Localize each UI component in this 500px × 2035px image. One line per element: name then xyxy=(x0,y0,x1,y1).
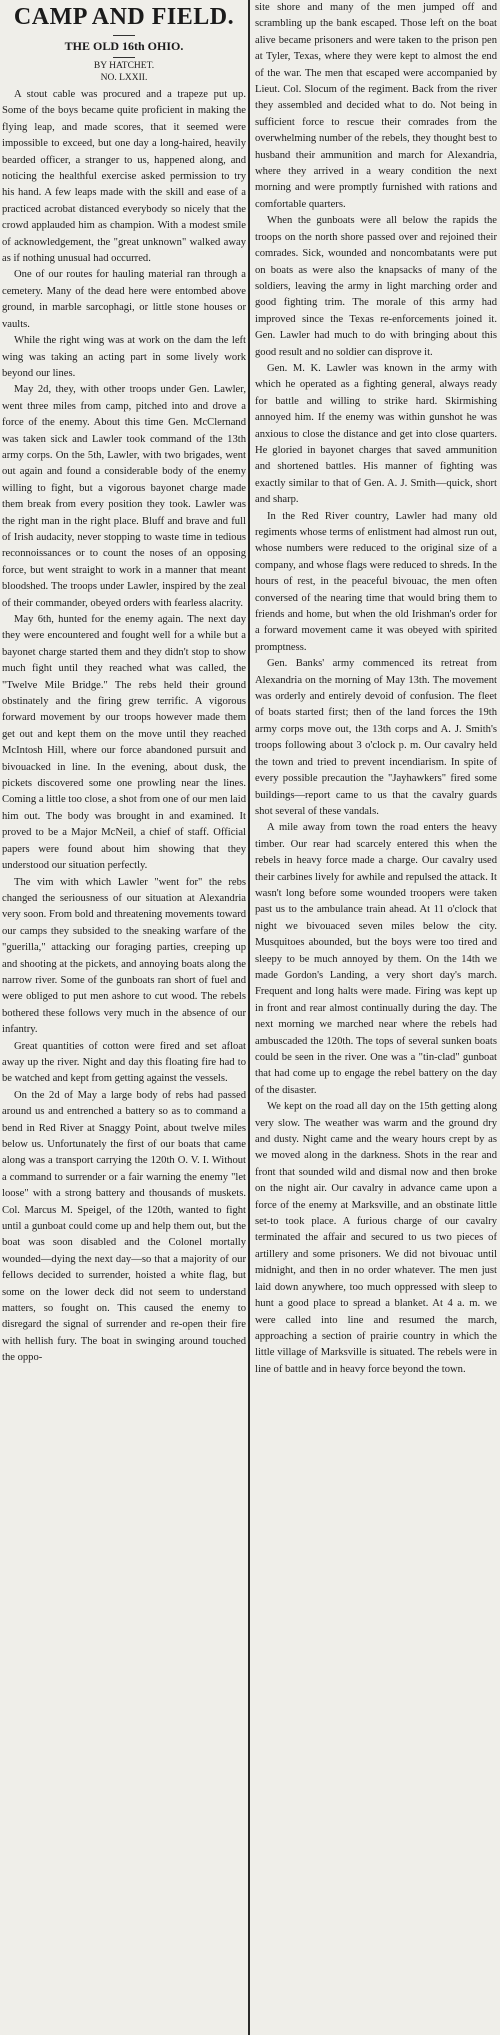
article-number: NO. LXXII. xyxy=(100,73,148,83)
right-paragraph: Gen. M. K. Lawler was known in the army with which he operated as a fighting general, always ready for battle and willing to strike hard. Skirmishing annoyed him. If the enemy was within gunshot he was anxious to close the distance and get into close quarters. He gloried in bayonet charges that saved ammunition and shortened battles. His manner of fighting was exactly similar to that of Gen. A. J. Smith—quick, short and sharp. xyxy=(255,362,497,506)
left-paragraph: A stout cable was procured and a trapeze put up. Some of the boys became quite proficient in making the flying leap, and made scores, that it seemed were impossible to exceed, but one day a long-haired, heavily bearded officer, a stranger to us, happened along, and noticing the healthful exercise asked permission to try his hand. A few leaps made with the skill and ease of a practiced acrobat distanced everybody so nicely that the crowd applauded him as champion. With a modest smile of acknowledgement, the "great unknown" walked away as if nothing unusual had occurred. xyxy=(2,89,246,265)
headline-rule xyxy=(113,35,135,36)
article-headline: CAMP AND FIELD. xyxy=(13,4,235,30)
article-byline: BY HATCHET. xyxy=(93,61,155,71)
article-subhead: THE OLD 16th OHIO. xyxy=(64,39,184,53)
left-paragraph: The vim with which Lawler "went for" the rebs changed the seriousness of our situation at Alexandria very soon. From bold and threatening movements toward our camps they subsided to the sneaking warfare of the "guerilla," attacking our foraging parties, creeping up and shooting at the pickets, and annoying boats along the narrow river. Some of the gunboats ran short of fuel and were obliged to put men ashore to cut wood. The rebels bothered these follows very much in the absence of our infantry. xyxy=(2,876,246,1036)
left-paragraph: While the right wing was at work on the dam the left wing was taking an acting part in some lively work beyond our lines. xyxy=(2,335,246,379)
right-paragraph: Gen. Banks' army commenced its retreat from Alexandria on the morning of May 13th. The movement was orderly and entirely devoid of confusion. The fleet of boats started first; then of the land forces the 19th army corps move out, the 13th corps and A. J. Smith's troops following about 3 o'clock p. m. Our cavalry held the town and tried to prevent incendiarism. In spite of every possible precaution the "Jayhawkers" fired some buildings—report came to us that the cavalry guards shot several of these vandals. xyxy=(255,658,497,817)
right-paragraph: In the Red River country, Lawler had many old regiments whose terms of enlistment had almost run out, whose numbers were reduced to the original size of a company, and whose flags were reduced to shreds. In the hours of rest, in the peaceful bivouac, the men often conversed of the nearing time that would bring them to friends and home, but when the old Irishman's order for a forward movement came it was obeyed with spirited promptness. xyxy=(255,510,497,653)
left-paragraph: One of our routes for hauling material ran through a cemetery. Many of the dead here were entombed above ground, in marble sarcophagi, or little stone houses or vaults. xyxy=(2,269,246,330)
column-divider xyxy=(248,0,250,2035)
left-paragraph: May 2d, they, with other troops under Gen. Lawler, went three miles from camp, pitched into and drove a force of the enemy. About this time Gen. McClernand was taken sick and Lawler took command of the 13th army corps. On the 5th, Lawler, with two brigades, went out again and found a considerable body of the enemy willing to fight, but a vigorous bayonet charge made them break from every position they took. Lawler was the right man in the right place. Bluff and brave and full of Irish audacity, never stopping to waste time in tedious reconnoissances or to count the noses of an opposing force, but went straight to work in a manner that meant bloodshed. The troops under Lawler, inspired by the zeal of their commander, obeyed orders with fearless alacrity. xyxy=(2,384,246,609)
right-paragraph: site shore and many of the men jumped off and scrambling up the bank escaped. Those left on the boat alive became prisoners and were taken to the prison pen at Tyler, Texas, where they were kept to almost the end of the war. The men that escaped were accompanied by Lieut. Col. Slocum of the regiment. Back from the river they assembled and decided what to do. Not being in sufficient force to rescue their comrades from the overwhelming number of the rebels, they thought best to husband their ammunition and march for Alexandria, where they arrived in a weary condition the next morning and were promptly furnished with rations and comfortable quarters. xyxy=(255,2,497,210)
left-paragraph: May 6th, hunted for the enemy again. The next day they were encountered and fought well for a while but a bayonet charge started them and they didn't stop to show much fight until they reached what was called, the "Twelve Mile Bridge." The rebs held their ground obstinately and the firing grew terrific. A vigorous forward movement by our troops however made them get out and kept them on the move until they reached McIntosh Hill, where our force abandoned pursuit and bivouacked in line. In the evening, about dusk, the pickets discovered some one prowling near the lines. Coming a little too close, a shot from one of our men laid him out. The body was brought in and examined. It proved to be a Major McNeil, a chief of staff. Official papers were found about him showing that they understood our situation perfectly. xyxy=(2,614,246,872)
subhead-rule xyxy=(113,57,135,58)
right-column xyxy=(255,0,497,2035)
right-paragraph: We kept on the road all day on the 15th getting along very slow. The weather was warm and the ground dry and dusty. Night came and the weary hours crept by as we moved along in the darkness. Shots in the rear and front that sounded wild and dismal now and then broke on the night air. Our cavalry in advance came upon a force of the enemy at Marksville, and an obstinate little set-to took place. A furious charge of our cavalry terminated the affair and secured to us two pieces of artillery and some prisoners. We did not bivouac until midnight, and then in no order whatever. The men just laid down anywhere, too much oppressed with sleep to hunt a good place to spread a blanket. At 4 a. m. we were called into line and resumed the march, approaching a section of prairie country in which the little village of Marksville is situated. The rebels were in line of battle and in heavy force beyond the town. xyxy=(255,1101,497,1375)
right-paragraph: A mile away from town the road enters the heavy timber. Our rear had scarcely entered this when the rebels in heavy force made a charge. Our cavalry used their carbines lively for awhile and repulsed the attack. It wasn't long before some wounded troopers were taken past us to the ambulance train ahead. At 11 o'clock that night we bivouaced seven miles below the city. Musquitoes abounded, but the boys were too tired and sleepy to be much annoyed by them. On the 14th we made Gordon's Landing, a very short day's march. Frequent and long halts were made. Firing was kept up in front and rear almost continually during the day. The next morning we marched near where the rebels had ambuscaded the 120th. The tops of several sunken boats could be seen in the river. One was a "tin-clad" gunboat that had come up to engage the rebel battery on the day of the disaster. xyxy=(255,822,497,1096)
right-paragraph: When the gunboats were all below the rapids the troops on the north shore passed over and rejoined their comrades. Sick, wounded and noncombatants were put on boats as were also the knapsacks of many of the soldiers, leaving the army in light marching order and good fighting trim. The morale of this army had improved since the Texas re-enforcements joined it. Gen. Lawler had much to do with bringing about this good result and no soldier can disprove it. xyxy=(255,215,497,358)
left-paragraph: On the 2d of May a large body of rebs had passed around us and entrenched a battery so as to command a bend in Red River at Snaggy Point, about twelve miles below us. Unfortunately the first of our boats that came along was a transport carrying the 120th O. V. I. Without a command to surrender or a fair warning the enemy "let loose" with a strong battery and thousands of muskets. Col. Marcus M. Speigel, of the 120th, wanted to fight until a gunboat could come up and help them out, but the boat was soon disabled and the Colonel mortally wounded—dying the next day—so that a majority of our fellows decided to surrender, hoisted a white flag, but some on the lower deck did not seem to understand matters, so fought on. This caused the enemy to disregard the signal of surrender and re-open their fire with hellish fury. The boat in swinging around touched the oppo- xyxy=(2,1089,246,1364)
left-paragraph: Great quantities of cotton were fired and set afloat away up the river. Night and day this floating fire had to be watched and kept from getting against the vessels. xyxy=(2,1040,246,1085)
left-column xyxy=(2,0,246,2035)
article-masthead xyxy=(2,4,246,83)
